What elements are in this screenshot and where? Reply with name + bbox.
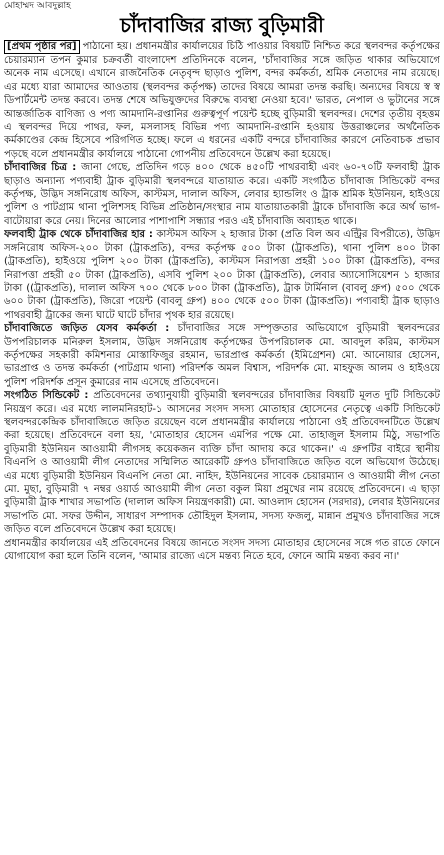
continued-from-label: [প্রথম পৃষ্ঠার পর] bbox=[4, 40, 80, 54]
paragraph-text: প্রতিবেদনের তথ্যানুযায়ী বুড়িমারী স্থলবন্দরের চাঁদাবাজির বিষয়টি মূলত দুটি সিন্ডিকেট নিয়ন্ত্রণ করে। এর মধ্যে লালমনিরহাট-১ আসনের সংসদ সদস্য মোতাহার হোসেনের নেতৃত্বে একটি সিন্ডিকেট স্থলবন্দরকেন্দ্রিক চাঁদাবাজিতে জড়িত রয়েছেন বলে প্রধানমন্ত্রীর কার্যালয়ে পাঠানো ওই প্রতিবেদনটিতে উল্লেখ করা হয়েছে। প্রতিবেদনে বলা হয়, 'মোতাহার হোসেন এমপির পক্ষে মো. তাহাজুল ইসলাম মিঠু, সভাপতি বুড়িমারী ইউনিয়ন আওয়ামী লীগসহ কয়েকজন ব্যক্তি চাঁদা আদায় করে থাকেন।' এ গ্রুপটির বাইরে স্থানীয় বিএনপি ও আওয়ামী লীগ নেতাদের সম্মিলিত আরেকটি গ্রুপও চাঁদাবাজিতে জড়িত বলে অভিযোগ উঠেছে। এর মধ্যে বুড়িমারী ইউনিয়ন বিএনপি নেতা মো. নাহিদ, ইউনিয়নের সাবেক চেয়ারম্যান ও আওয়ামী লীগ নেতা মো. মুছা, বুড়িমারী ৭ নম্বর ওয়ার্ড আওয়ামী লীগ নেতা বকুল মিয়া প্রমুখের নাম রয়েছে প্রতিবেদনে। এ ছাড়া বুড়িমারী ট্রাক শাখার সভাপতি (দালাল অফিস নিয়ন্ত্রণকারী) মো. আওলাদ হোসেন (সরদার), লেবার ইউনিয়নের সভাপতি মো. সফর উদ্দীন, সাধারণ সম্পাদক তৌহিদুল ইসলাম, সদস্য ফজলু, মান্নান প্রমুখও চাঁদাবাজির সঙ্গে জড়িত বলে প্রতিবেদনে উল্লেখ করা হয়েছে। bbox=[4, 390, 440, 536]
paragraph-text: কাস্টমস অফিস ২ হাজার টাকা (প্রতি বিল অব এন্ট্রির বিপরীতে), উদ্ভিদ সঙ্গনিরোধ অফিস-২০০ টাকা (ট্রাকপ্রতি), বন্দর কর্তৃপক্ষ ৫০০ টাকা (ট্রাকপ্রতি), থানা পুলিশ ৪০০ টাকা (ট্রাকপ্রতি), হাইওয়ে পুলিশ ২০০ টাকা (ট্রাকপ্রতি), কাস্টমস নিরাপত্তা প্রহরী ১০০ টাকা (ট্রাকপ্রতি), বন্দর নিরাপত্তা প্রহরী ৫০ টাকা (ট্রাকপ্রতি), এসবি পুলিশ ২০০ টাকা (ট্রাকপ্রতি), লেবার অ্যাসোসিয়েশন ১ হাজার টাকা ((ট্রাকপ্রতি), দালাল অফিস ৭০০ থেকে ৮০০ টাকা (ট্রাকপ্রতি), ট্রাক টার্মিনাল (বাবলু গ্রুপ) ৫০০ থেকে ৬০০ টাকা (ট্রাকপ্রতি), জিরো পয়েন্ট (বাবলু গ্রুপ) ৪০০ থেকে ৫০০ টাকা (ট্রাকপ্রতি)। পণ্যবাহী ট্রাক ছাড়াও পাথরবাহী ট্রাকের জন্য ঘাটে ঘাটে চাঁদার পৃথক হার রয়েছে। bbox=[4, 229, 440, 321]
paragraph-text: চাঁদাবাজির সঙ্গে সম্পৃক্ততার অভিযোগে বুড়িমারী স্থলবন্দরের উপপরিচালক মনিরুল ইসলাম, উদ্ভিদ সঙ্গনিরোধ কর্তৃপক্ষের উপপরিচালক মো. আবদুল করিম, কাস্টমস কর্তৃপক্ষের সহকারী কমিশনার মোস্তাফিজুর রহমান, ভারপ্রাপ্ত কর্মকর্তা (ইমিগ্রেশন) মো. আনোয়ার হোসেন, ভারপ্রাপ্ত ও তদন্ত কর্মকর্তা (পাটগ্রাম থানা) পরিদর্শক অমল বিশ্বাস, পরিদর্শক মো. মাহফুজ আলম ও হাইওয়ে পুলিশ পরিদর্শক প্রসূন কুমারের নাম এসেছে প্রতিবেদনে। bbox=[4, 323, 440, 388]
article-paragraph bbox=[4, 389, 440, 536]
section-heading: ফলবাহী ট্রাক থেকে চাঁদাবাজির হার : bbox=[4, 229, 153, 241]
byline: মোহাম্মদ আবদুল্লাহ bbox=[4, 1, 71, 11]
paragraph-text: পাঠানো হয়। প্রধানমন্ত্রীর কার্যালয়ের চিঠি পাওয়ার বিষয়টি নিশ্চিত করে স্থলবন্দর কর্তৃপক্ষের চেয়ারম্যান তপন কুমার চক্রবর্তী বাংলাদেশ প্রতিদিনকে বলেন, 'চাঁদাবাজির সঙ্গে জড়িত থাকার অভিযোগে অনেক নাম এসেছে। এখানে রাজনৈতিক নেতৃবৃন্দ ছাড়াও পুলিশ, বন্দর কর্মকর্তা, শ্রমিক নেতাদের নাম রয়েছে। এর মধ্যে যারা আমাদের আওতায় (স্থলবন্দর কর্তৃপক্ষ) তাদের বিষয়ে আমরা তদন্ত করছি। অন্যদের বিষয়ে স্ব স্ব ডিপার্টমেন্ট তদন্ত করবে। তদন্ত শেষে অভিযুক্তদের বিরুদ্ধে ব্যবস্থা নেওয়া হবে।' ভারত, নেপাল ও ভুটানের সঙ্গে আন্তর্জাতিক বাণিজ্য ও পণ্য আমদানি-রপ্তানির গুরুত্বপূর্ণ পয়েন্ট হচ্ছে বুড়িমারী স্থলবন্দর। দেশের তৃতীয় বৃহত্তম এ স্থলবন্দর দিয়ে পাথর, ফল, মসলাসহ বিভিন্ন পণ্য আমদানি-রপ্তানি হওয়ায় উত্তরাঞ্চলের অর্থনৈতিক কর্মকাণ্ডের কেন্দ্র হিসেবে পরিগণিত হচ্ছে। ফলে এ ধরনের একটি বন্দরে চাঁদাবাজির কারণে নেতিবাচক প্রভাব পড়ছে বলে প্রধানমন্ত্রীর কার্যালয়ে পাঠানো গোপনীয় প্রতিবেদনে উল্লেখ করা হয়েছে। bbox=[4, 41, 440, 160]
article-paragraph bbox=[4, 322, 440, 389]
article-paragraph bbox=[4, 228, 440, 322]
paragraph-text: জানা গেছে, প্রতিদিন গড়ে ৪০০ থেকে ৪৫০টি পাথরবাহী এবং ৬০-৭০টি ফলবাহী ট্রাক ছাড়াও অন্যান্য পণ্যবাহী ট্রাক বুড়িমারী স্থলবন্দরে যাতায়াত করে। একটি সংগঠিত চাঁদাবাজ সিন্ডিকেট বন্দর কর্তৃপক্ষ, উদ্ভিদ সঙ্গনিরোধ অফিস, কাস্টমস, দালাল অফিস, লেবার হ্যান্ডলিং ও ট্রাক শ্রমিক ইউনিয়ন, হাইওয়ে পুলিশ ও পাটগ্রাম থানা পুলিশসহ বিভিন্ন প্রতিষ্ঠান/সংস্থার নাম যাতায়াতকারী ট্রাকে চাঁদাবাজি করে অর্থ ভাগ-বাটোয়ারা করে নেয়। দিনের আলোর পাশাপাশি সন্ধ্যার পরও এই চাঁদাবাজি অব্যাহত থাকে। bbox=[4, 162, 440, 227]
article-paragraph bbox=[4, 161, 440, 228]
section-heading: চাঁদাবাজিতে জড়িত যেসব কর্মকর্তা : bbox=[4, 323, 170, 335]
paragraph-text: প্রধানমন্ত্রীর কার্যালয়ের এই প্রতিবেদনের বিষয়ে জানতে সংসদ সদস্য মোতাহার হোসেনের সঙ্গে গত রাতে ফোনে যোগাযোগ করা হলে তিনি বলেন, 'আমার রাজ্যে এসে মন্তব্য নিতে হবে, ফোনে আমি মন্তব্য করব না।' bbox=[4, 537, 440, 563]
section-heading: চাঁদাবাজির চিত্র : bbox=[4, 162, 77, 174]
headline: চাঁদাবাজির রাজ্য বুড়িমারী bbox=[120, 13, 324, 37]
section-heading: সংগঠিত সিন্ডিকেট : bbox=[4, 390, 89, 402]
article-paragraph bbox=[4, 40, 440, 161]
article-body bbox=[4, 40, 440, 852]
article-paragraph bbox=[4, 537, 440, 564]
